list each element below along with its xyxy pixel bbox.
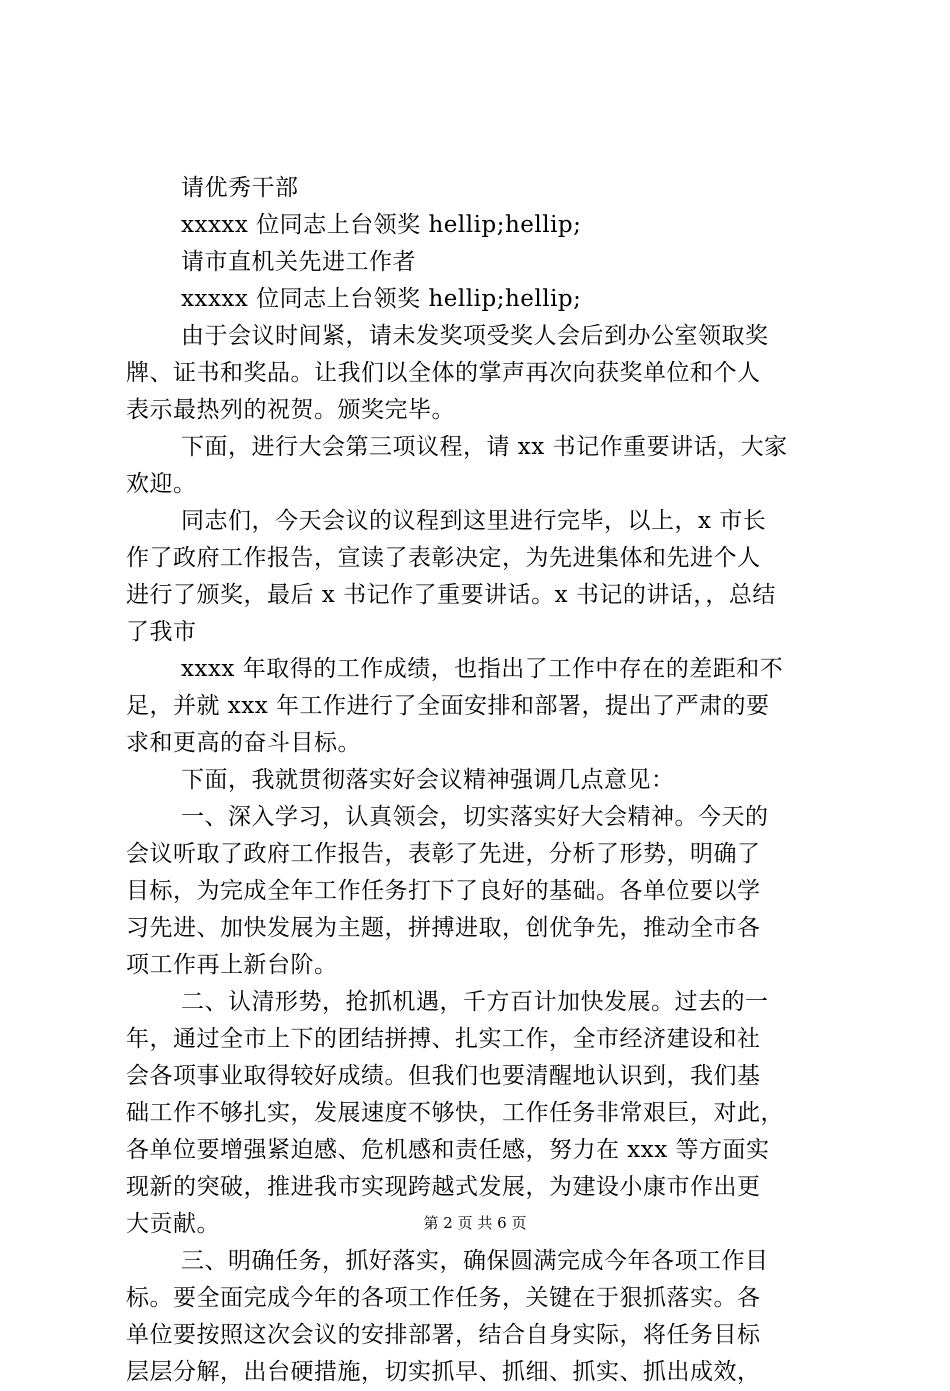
text-line: 下面，进行大会第三项议程，请 xx 书记作重要讲话，大家	[181, 434, 788, 460]
text-line: 各单位要增强紧迫感、危机感和责任感，努力在 xxx 等方面实	[126, 1137, 770, 1163]
text-line: xxxxx 位同志上台领奖 hellip;hellip;	[181, 286, 582, 312]
text-line: xxxxx 位同志上台领奖 hellip;hellip;	[181, 212, 582, 238]
text-line: 现新的突破，推进我市实现跨越式发展，为建设小康市作出更	[126, 1174, 761, 1200]
text-line: 目标，为完成全年工作任务打下了良好的基础。各单位要以学	[126, 878, 761, 904]
text-line: 求和更高的奋斗目标。	[126, 730, 361, 756]
text-line: 下面，我就贯彻落实好会议精神强调几点意见：	[181, 767, 675, 793]
text-line: 了我市	[126, 619, 197, 645]
text-line: 会各项事业取得较好成绩。但我们也要清醒地认识到，我们基	[126, 1063, 761, 1089]
text-line: xxxx 年取得的工作成绩，也指出了工作中存在的差距和不	[181, 656, 784, 682]
text-line: 由于会议时间紧，请未发奖项受奖人会后到办公室领取奖	[181, 323, 769, 349]
text-line: 单位要按照这次会议的安排部署，结合自身实际，将任务目标	[126, 1322, 761, 1348]
text-line: 二、认清形势，抢抓机遇，千方百计加快发展。过去的一	[181, 989, 769, 1015]
page-number-label: 第 2 页 共 6 页	[423, 1214, 527, 1232]
text-line: 足，并就 xxx 年工作进行了全面安排和部署，提出了严肃的要	[126, 693, 770, 719]
text-line: 习先进、加快发展为主题，拼搏进取，创优争先，推动全市各	[126, 915, 761, 941]
text-line: 请优秀干部	[181, 175, 299, 201]
text-line: 三、明确任务，抓好落实，确保圆满完成今年各项工作目	[181, 1248, 769, 1274]
text-line: 作了政府工作报告，宣读了表彰决定，为先进集体和先进个人	[126, 545, 761, 571]
text-line: 大贡献。	[126, 1211, 220, 1237]
text-line: 同志们，今天会议的议程到这里进行完毕，以上，x 市长	[181, 508, 767, 534]
text-line: 项工作再上新台阶。	[126, 952, 338, 978]
text-line: 一、深入学习，认真领会，切实落实好大会精神。今天的	[181, 804, 769, 830]
text-line: 牌、证书和奖品。让我们以全体的掌声再次向获奖单位和个人	[126, 360, 761, 386]
text-line: 进行了颁奖，最后 x 书记作了重要讲话。x 书记的讲话，，总结	[126, 582, 776, 608]
document-body	[126, 170, 826, 1391]
text-line: 础工作不够扎实，发展速度不够快，工作任务非常艰巨，对此，	[126, 1100, 784, 1126]
text-line: 层层分解，出台硬措施，切实抓早、抓细、抓实、抓出成效，	[126, 1359, 761, 1385]
text-line: 标。要全面完成今年的各项工作任务，关键在于狠抓落实。各	[126, 1285, 761, 1311]
text-line: 表示最热列的祝贺。颁奖完毕。	[126, 397, 455, 423]
page-footer	[0, 1213, 950, 1233]
text-line: 年，通过全市上下的团结拼搏、扎实工作，全市经济建设和社	[126, 1026, 761, 1052]
text-line: 请市直机关先进工作者	[181, 249, 416, 275]
text-line: 欢迎。	[126, 471, 197, 497]
text-line: 会议听取了政府工作报告，表彰了先进，分析了形势，明确了	[126, 841, 761, 867]
